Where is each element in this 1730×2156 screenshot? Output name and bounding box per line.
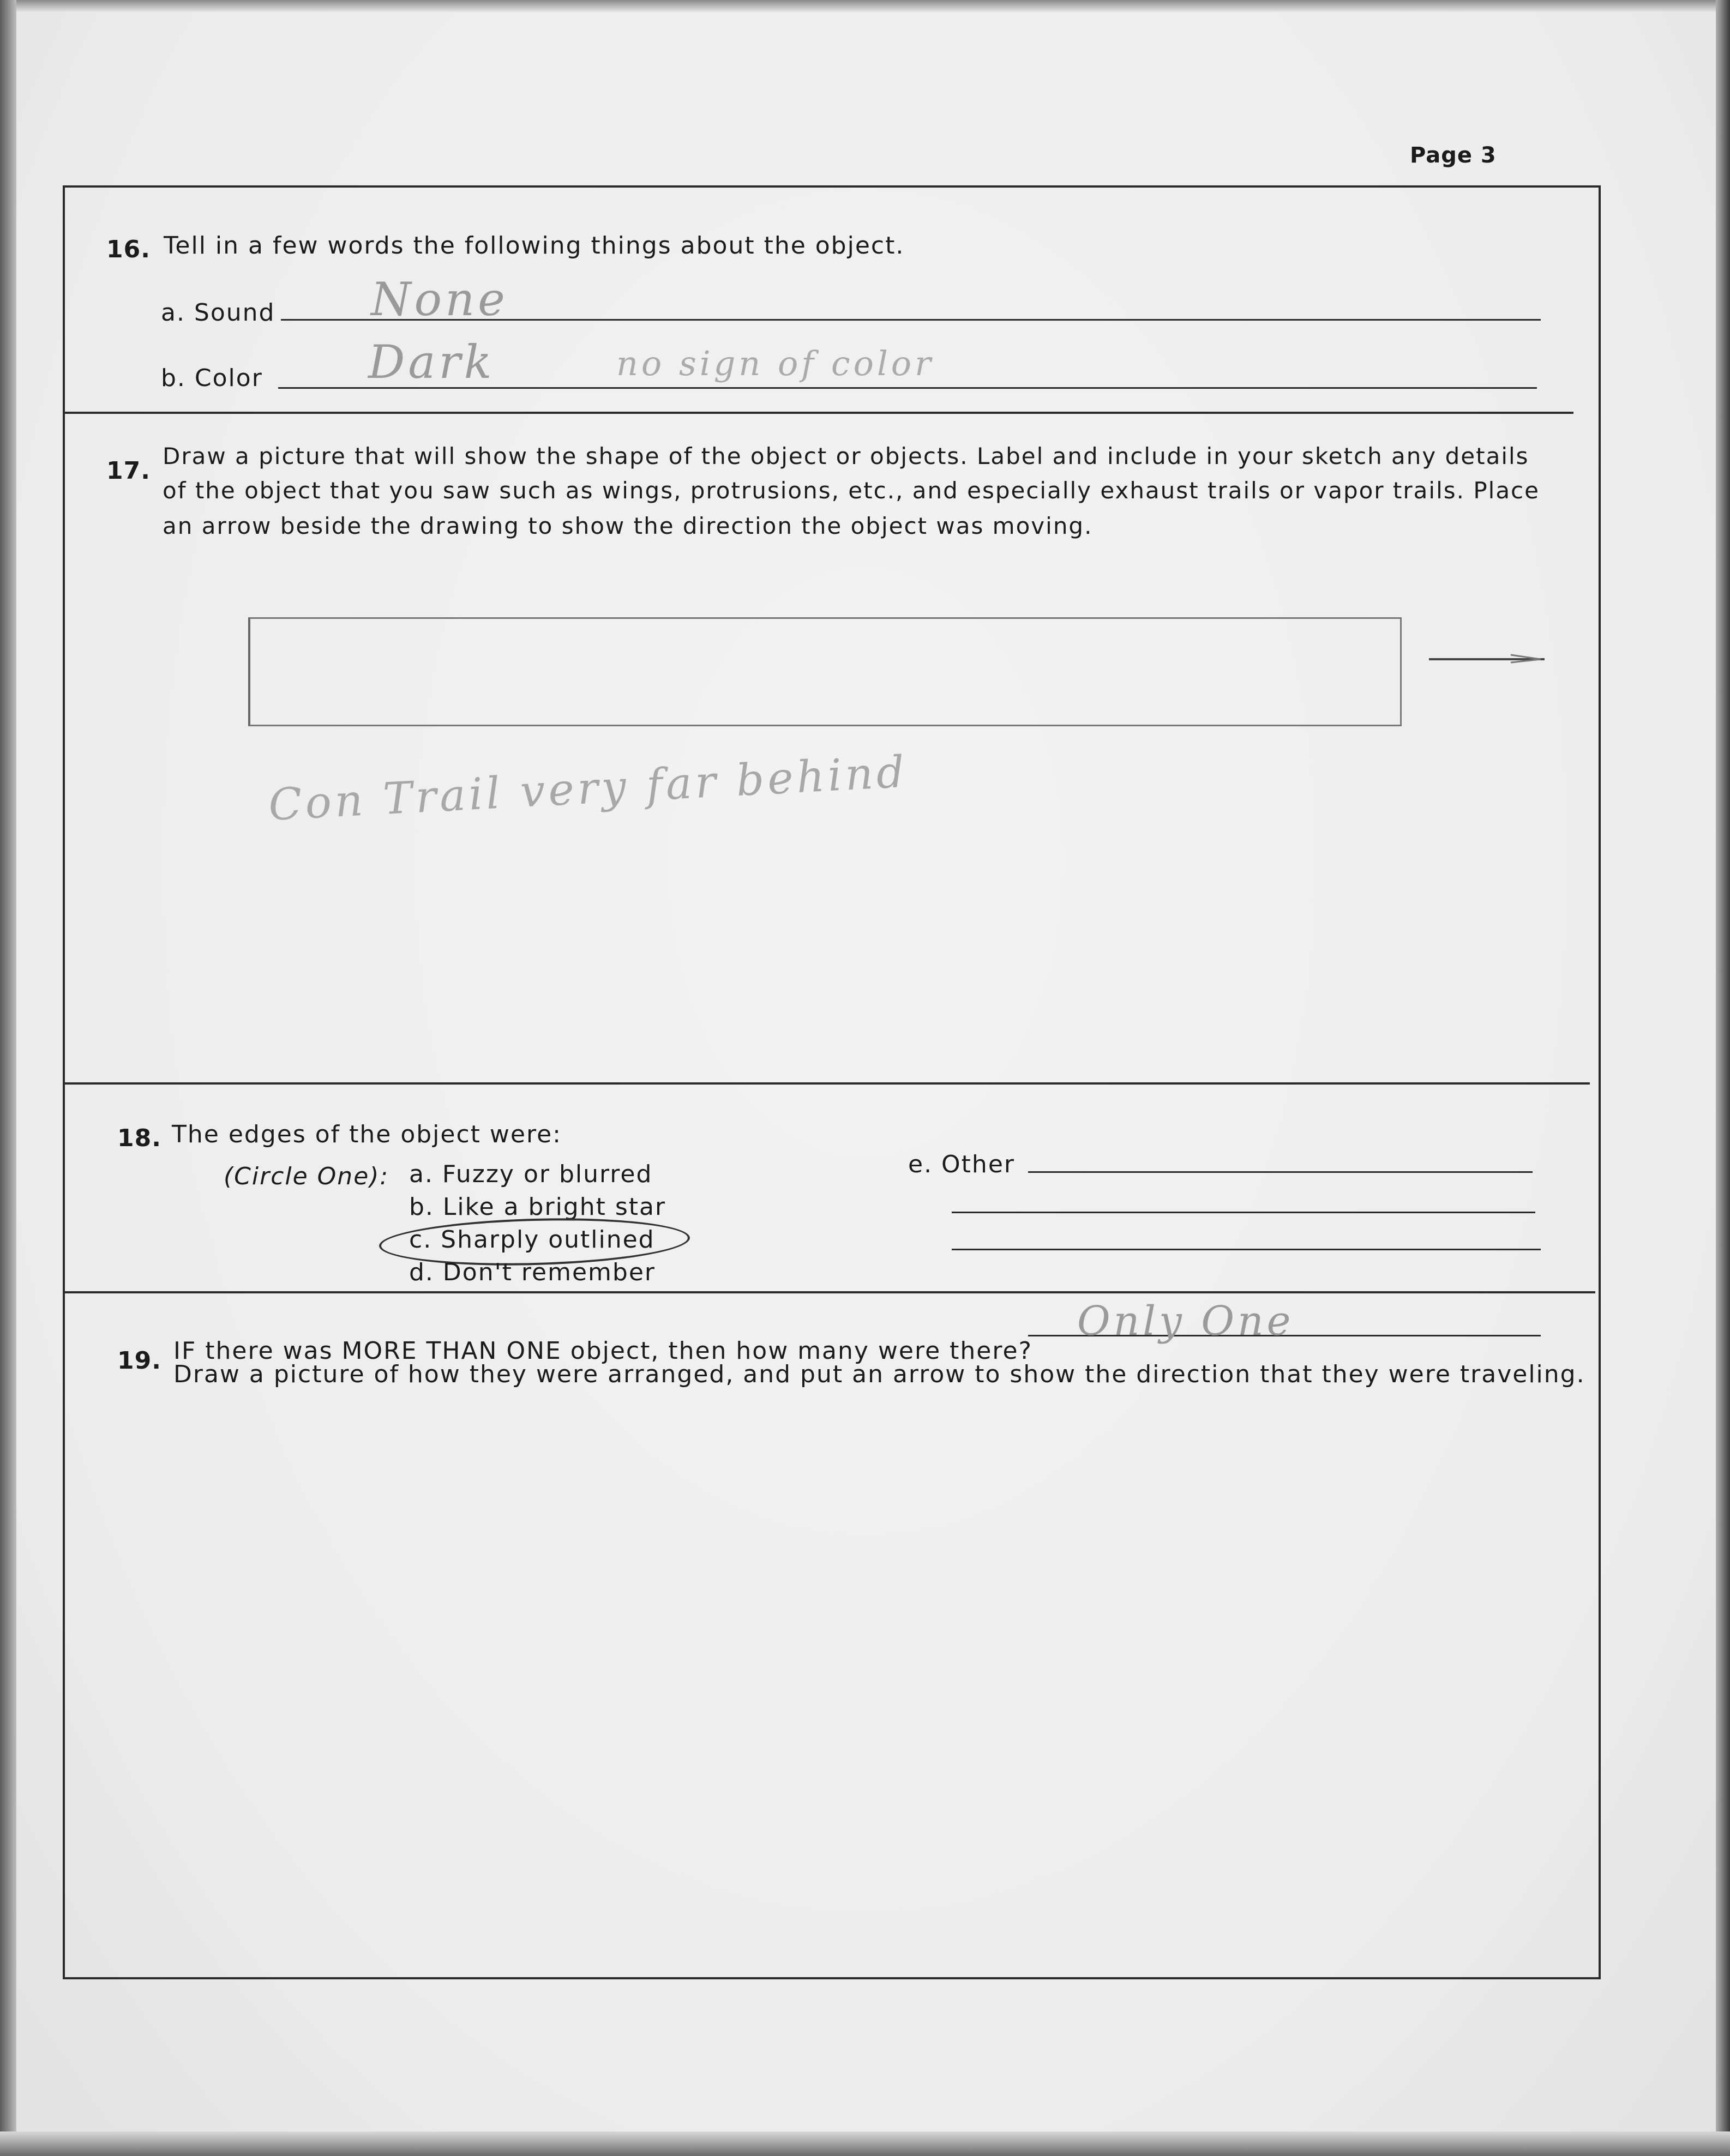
- other-answer-line-1: [1028, 1171, 1533, 1173]
- page-number: Page 3: [1410, 143, 1497, 168]
- divider-16-17: [63, 412, 1573, 414]
- q17-number: 17.: [106, 457, 151, 485]
- scan-edge-left: [0, 0, 16, 2156]
- q19-prompt-line-2: Draw a picture of how they were arranged, and put an arrow to show the direction that they were traveling.: [173, 1360, 1585, 1388]
- q18-option-a: a. Fuzzy or blurred: [409, 1160, 653, 1188]
- sketch-caption-handwritten: Con Trail very far behind: [267, 746, 909, 830]
- q18-option-e: e. Other: [908, 1151, 1015, 1178]
- divider-17-18: [63, 1082, 1590, 1085]
- divider-18-19: [63, 1291, 1595, 1293]
- scan-edge-right: [1716, 0, 1730, 2156]
- q19-answer-handwritten: Only One: [1077, 1298, 1294, 1345]
- q18-instruction: (Circle One):: [224, 1163, 389, 1190]
- other-answer-line-2: [952, 1212, 1535, 1213]
- q16-number: 16.: [106, 236, 151, 263]
- q16-sound-label: a. Sound: [161, 299, 275, 327]
- q19-number: 19.: [117, 1347, 161, 1375]
- q19-prompt-line-1: IF there was MORE THAN ONE object, then how many were there?: [173, 1337, 1032, 1365]
- q18-option-d: d. Don't remember: [409, 1258, 656, 1286]
- q16-color-handwritten: Dark: [368, 335, 495, 389]
- q17-line-3: an arrow beside the drawing to show the direction the object was moving.: [163, 513, 1093, 539]
- q18-option-c: c. Sharply outlined: [409, 1226, 655, 1254]
- q18-number: 18.: [117, 1124, 161, 1152]
- q16-prompt: Tell in a few words the following things about the object.: [164, 232, 905, 260]
- q18-option-b: b. Like a bright star: [409, 1193, 666, 1221]
- q17-line-2: of the object that you saw such as wings, protrusions, etc., and especially exhaust trails or vapor trails. Place: [163, 477, 1540, 504]
- q16-sound-handwritten: None: [371, 273, 508, 326]
- q18-prompt: The edges of the object were:: [172, 1121, 562, 1148]
- scan-edge-top: [0, 0, 1730, 12]
- q17-line-1: Draw a picture that will show the shape of the object or objects. Label and include in your sketch any details: [163, 443, 1529, 469]
- q16-color-label: b. Color: [161, 364, 263, 392]
- scan-edge-bottom: [0, 2131, 1730, 2156]
- other-answer-line-3: [952, 1249, 1541, 1250]
- sketch-direction-arrow-icon: [1429, 652, 1546, 668]
- sketch-contrail-rectangle: [248, 617, 1402, 726]
- q16-color-note-handwritten: no sign of color: [616, 344, 934, 383]
